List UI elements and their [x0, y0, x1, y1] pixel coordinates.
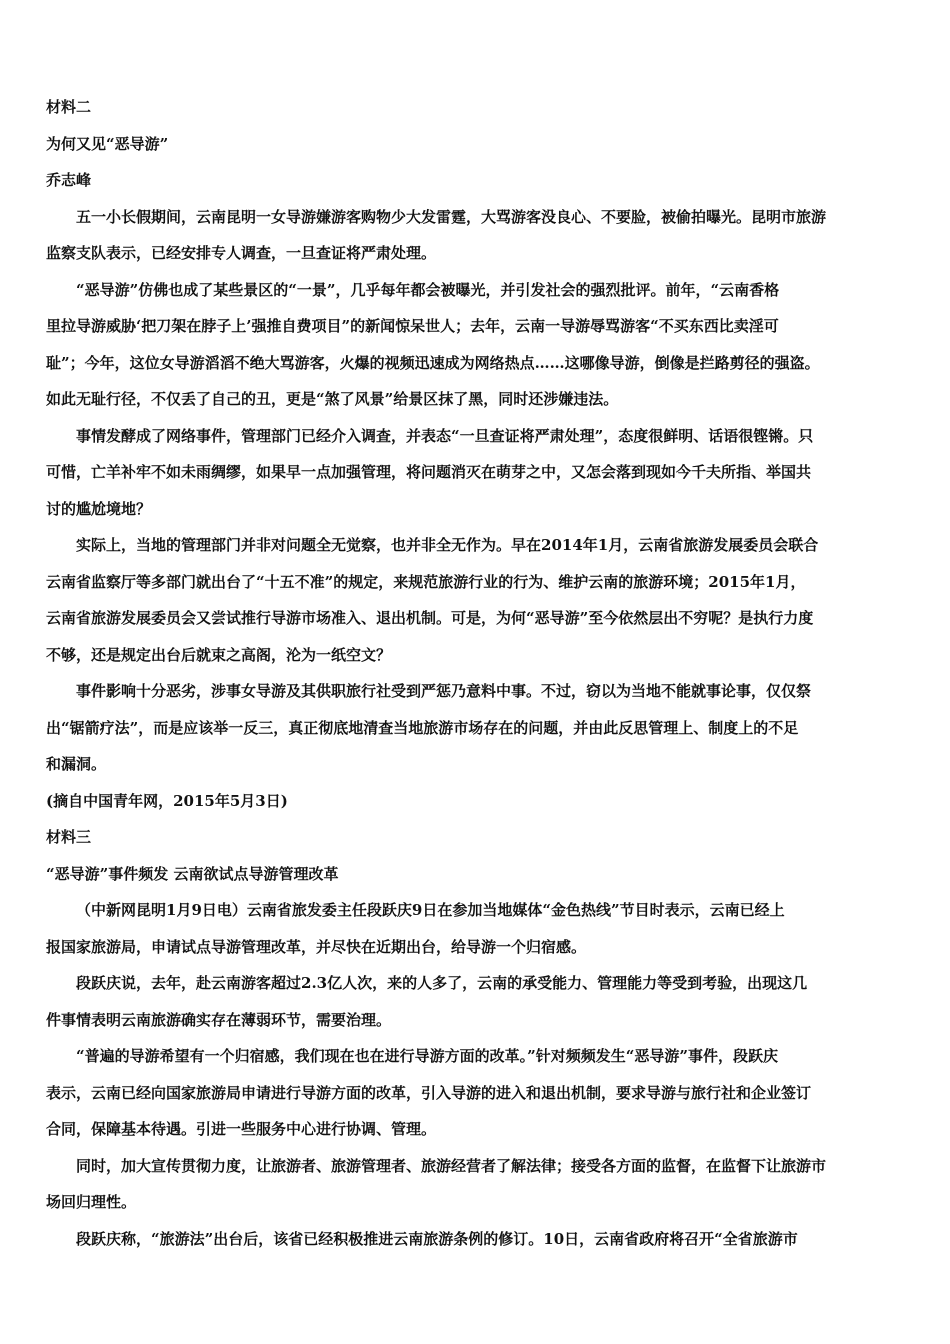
- text-line: 云南省旅游发展委员会又尝试推行导游市场准入、退出机制。可是，为何“恶导游”至今依然层出不穷呢？是执行力度: [46, 609, 814, 627]
- material3-paragraph-5: [46, 1230, 912, 1248]
- text-line: 和漏洞。: [46, 755, 107, 773]
- text-line: 耻”；今年，这位女导游滔滔不绝大骂游客，火爆的视频迅速成为网络热点……这哪像导游，倒像是拦路剪径的强盗。: [46, 353, 820, 372]
- text-line: 不够，还是规定出台后就束之高阁，沦为一纸空文？: [46, 645, 392, 664]
- text-line: 合同，保障基本待遇。引进一些服务中心进行协调、管理。: [46, 1120, 437, 1138]
- material3-paragraph-2: [46, 974, 912, 1029]
- material2-author: 乔志峰: [46, 171, 92, 189]
- material3-paragraph-4: [46, 1157, 912, 1212]
- material2-paragraph-5: [46, 682, 912, 773]
- text-line: 讨的尴尬境地？: [46, 499, 152, 518]
- material2-paragraph-1: [46, 208, 912, 263]
- material2-paragraph-3: [46, 427, 912, 518]
- text-line: 报国家旅游局，申请试点导游管理改革，并尽快在近期出台，给导游一个归宿感。: [46, 937, 587, 956]
- text-line: “普遍的导游希望有一个归宿感，我们现在也在进行导游方面的改革。”针对频频发生“恶导游”事件，段跃庆: [76, 1047, 779, 1065]
- text-line: 五一小长假期间，云南昆明一女导游嫌游客购物少大发雷霆，大骂游客没良心、不要脸，被偷拍曝光。昆明市旅游: [76, 207, 827, 226]
- material2-title: 为何又见“恶导游”: [46, 134, 169, 153]
- text-line: 如此无耻行径，不仅丢了自己的丑，更是“煞了风景”给景区抹了黑，同时还涉嫌违法。: [46, 390, 619, 408]
- text-line: 事情发酵成了网络事件，管理部门已经介入调查，并表态“一旦查证将严肃处理”，态度很鲜明、话语很铿锵。只: [76, 426, 814, 445]
- text-line: 件事情表明云南旅游确实存在薄弱环节，需要治理。: [46, 1010, 392, 1029]
- text-line: 段跃庆说，去年，赴云南游客超过2.3亿人次，来的人多了，云南的承受能力、管理能力等受到考验，出现这几: [76, 974, 808, 992]
- text-line: （中新网昆明1月9日电）云南省旅发委主任段跃庆9日在参加当地媒体“金色热线”节目时表示，云南已经上: [76, 901, 785, 919]
- document-page: [46, 98, 912, 1266]
- text-line: 段跃庆称，“旅游法”出台后，该省已经积极推进云南旅游条例的修订。10日，云南省政府将召开“全省旅游市: [76, 1229, 798, 1248]
- text-line: 云南省监察厅等多部门就出台了“十五不准”的规定，来规范旅游行业的行为、维护云南的旅游环境；2015年1月，: [46, 572, 806, 591]
- material2-paragraph-2: [46, 281, 912, 409]
- text-line: 事件影响十分恶劣，涉事女导游及其供职旅行社受到严惩乃意料中事。不过，窃以为当地不能就事论事，仅仅祭: [76, 682, 812, 700]
- material3-title: “恶导游”事件频发 云南欲试点导游管理改革: [46, 864, 339, 883]
- text-line: 实际上，当地的管理部门并非对问题全无觉察，也并非全无作为。早在2014年1月，云南省旅游发展委员会联合: [76, 536, 819, 554]
- material3-paragraph-3: [46, 1047, 912, 1138]
- text-line: 里拉导游威胁‘把刀架在脖子上’强推自费项目”的新闻惊呆世人；去年，云南一导游辱骂游客“不买东西比卖淫可: [46, 317, 779, 335]
- material3-heading: 材料三: [46, 828, 92, 846]
- text-line: 表示，云南已经向国家旅游局申请进行导游方面的改革，引入导游的进入和退出机制，要求导游与旅行社和企业签订: [46, 1083, 812, 1102]
- text-line: 同时，加大宣传贯彻力度，让旅游者、旅游管理者、旅游经营者了解法律；接受各方面的监督，在监督下让旅游市: [76, 1156, 827, 1175]
- material3-paragraph-1: [46, 901, 912, 956]
- material2-source: (摘自中国青年网，2015年5月3日): [46, 791, 288, 810]
- text-line: 出“锯箭疗法”，而是应该举一反三，真正彻底地清查当地旅游市场存在的问题，并由此反思管理上、制度上的不足: [46, 718, 799, 737]
- text-line: 监察支队表示，已经安排专人调查，一旦查证将严肃处理。: [46, 244, 437, 262]
- text-line: “恶导游”仿佛也成了某些景区的“一景”，几乎每年都会被曝光，并引发社会的强烈批评。前年，“云南香格: [76, 280, 780, 299]
- material2-paragraph-4: [46, 536, 912, 664]
- text-line: 可惜，亡羊补牢不如未雨绸缪，如果早一点加强管理，将问题消灭在萌芽之中，又怎会落到现如今千夫所指、举国共: [46, 463, 812, 481]
- text-line: 场回归理性。: [46, 1193, 137, 1211]
- material2-heading: 材料二: [46, 98, 92, 116]
